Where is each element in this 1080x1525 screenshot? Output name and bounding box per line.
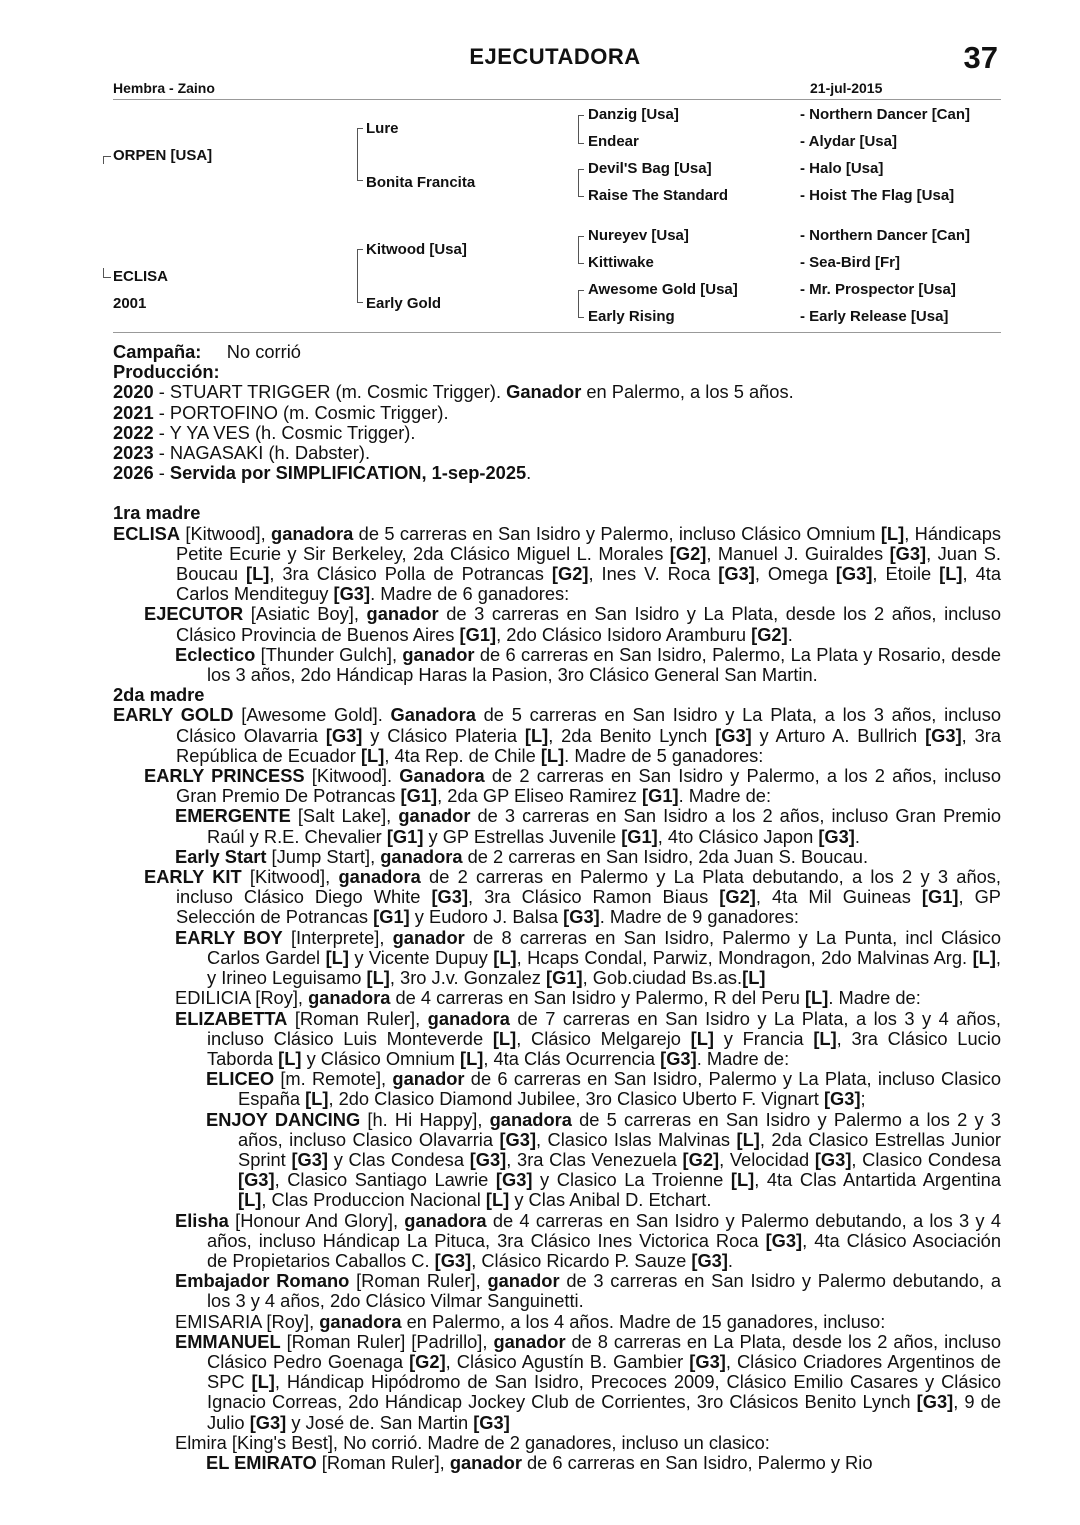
entry-text: [G2]: [551, 563, 589, 585]
entry-text: de 6 carreras en San Isidro, Palermo, La Plata y Rosario, desde los 3 años, 2do Hándicap Haras la Pasion, 3ro Clásico General San Martin.: [207, 643, 1001, 686]
entry-text: ganadora: [338, 866, 421, 888]
entry-text: de 5 carreras en San Isidro y La Plata, a los 3 años, incluso Clásico Olavarria: [176, 704, 1001, 746]
entry-text: [Asiatic Boy],: [243, 603, 367, 625]
entry-text: EMISARIA [Roy],: [175, 1310, 320, 1332]
entry-text: , Clásico Criadores Argentinos de SPC: [207, 1350, 1002, 1393]
entry-name: EJECUTOR: [144, 603, 244, 625]
entry-text: , 4ta Clás Ocurrencia: [483, 1047, 661, 1069]
entry-text: y Eudoro J. Balsa: [409, 906, 564, 928]
entry-text: , 3ra Clásico Lucio Taborda: [207, 1027, 1001, 1069]
entry-text: [G3]: [925, 724, 962, 746]
entry-name: EMMANUEL: [175, 1330, 281, 1352]
entry-text: [G1]: [459, 623, 497, 645]
entry-name: ELIZABETTA: [175, 1007, 288, 1029]
pedigree-gen3: Kittiwake: [588, 254, 654, 271]
entry-text: , 4to Clásico Japon: [657, 825, 819, 847]
pedigree-gen2: Early Gold: [366, 295, 442, 312]
entry-text: y GP Estrellas Juvenile: [423, 825, 622, 847]
entry-text: [G3]: [718, 563, 755, 585]
entry-text: [Roman Ruler],: [349, 1270, 488, 1292]
pedigree-entry: [113, 766, 1001, 806]
entry-text: , Etoile: [872, 563, 940, 585]
entry-text: [G3]: [818, 825, 855, 847]
entry-text: y Francia: [714, 1027, 814, 1049]
entry-text: . Madre de 5 ganadores:: [564, 744, 764, 766]
entry-text: [Kitwood],: [241, 866, 339, 888]
entry-text: [L]: [366, 967, 390, 989]
entry-text: de 4 carreras en San Isidro y Palermo debutando, a los 3 y 4 años, incluso Hándicap La Pituca, 3ra Clásico Ines Victorica Roca: [207, 1209, 1001, 1251]
production-text: - PORTOFINO (m. Cosmic Trigger).: [153, 401, 449, 423]
production-text: - Y YA VES (h. Cosmic Trigger).: [153, 421, 416, 443]
pedigree-gen4: - Hoist The Flag [Usa]: [800, 187, 955, 204]
entry-text: y Vicente Dupuy: [348, 946, 494, 968]
entry-text: [G3]: [835, 563, 873, 585]
pedigree-gen2: Lure: [366, 120, 399, 137]
entry-text: de 3 carreras en San Isidro y Palermo debutando, a los 3 y 4 años, 2do Clásico Vilmar Sanguinetti.: [207, 1270, 1002, 1312]
entry-text: .: [787, 623, 793, 645]
pedigree-gen4: - Alydar [Usa]: [800, 133, 897, 150]
entry-text: [L]: [690, 1027, 715, 1049]
entry-text: , 3ra Clásico Ramon Biaus: [468, 886, 720, 908]
entry-text: [G1]: [400, 785, 438, 807]
entry-text: , 2do Clásico Isidoro Aramburu: [496, 623, 752, 645]
entry-text: [Jump Start],: [266, 845, 381, 867]
entry-text: [Roman Ruler],: [287, 1007, 428, 1029]
campaign-label: Campaña:: [113, 341, 202, 362]
entry-name: EARLY KIT: [144, 866, 242, 888]
entry-text: ganador: [493, 1330, 566, 1352]
entry-text: [G3]: [291, 1148, 329, 1170]
entry-text: [G3]: [765, 1229, 803, 1251]
entry-text: ganador: [449, 1451, 522, 1473]
entry-text: [L]: [742, 967, 766, 989]
entry-text: de 7 carreras en San Isidro y La Plata, a los 3 y 4 años, incluso Clásico Luis Monteverde: [207, 1007, 1002, 1049]
birth-date: 21-jul-2015: [810, 80, 883, 96]
entry-text: , 3ro J.v. Gonzalez: [389, 967, 547, 989]
entry-text: [L]: [880, 522, 905, 544]
entry-text: ganador: [398, 805, 471, 827]
entry-text: [Thunder Gulch],: [255, 643, 403, 665]
entry-text: en Palermo, a los 4 años. Madre de 15 ganadores, incluso:: [401, 1310, 886, 1332]
pedigree-dam-year: 2001: [113, 295, 147, 312]
entry-text: , y Irineo Leguisamo: [207, 946, 1002, 989]
entry-name: EARLY PRINCESS: [144, 765, 305, 787]
pedigree-entry: [113, 604, 1001, 644]
entry-text: de 5 carreras en San Isidro y Palermo a los 2 y 3 años, incluso Clasico Olavarria: [238, 1108, 1001, 1150]
entry-text: [G3]: [499, 1128, 537, 1150]
campaign-line: [113, 342, 1001, 362]
entry-text: .: [727, 1249, 734, 1271]
entry-text: de 3 carreras en San Isidro a los 2 años, incluso Gran Premio Raúl y R.E. Chevalier: [207, 805, 1001, 847]
pedigree-entry: [113, 806, 1001, 846]
catalog-body: [113, 342, 1001, 1473]
entry-text: [G3]: [431, 886, 469, 908]
production-text: - NAGASAKI (h. Dabster).: [153, 442, 371, 464]
entry-text: ganadora: [380, 845, 463, 867]
entry-text: , Ines V. Roca: [588, 563, 719, 585]
entry-text: . Madre de 6 ganadores:: [370, 583, 570, 605]
production-text: en Palermo, a los 5 años.: [581, 381, 794, 403]
campaign-value: No corrió: [226, 341, 301, 362]
entry-text: , Clasico Islas Malvinas: [536, 1128, 737, 1150]
entry-text: [L]: [972, 946, 996, 968]
top-divider: [113, 99, 1001, 100]
pedigree-gen4: - Mr. Prospector [Usa]: [800, 281, 956, 298]
pedigree-gen4: - Halo [Usa]: [800, 160, 884, 177]
entry-text: Ganadora: [399, 765, 485, 787]
entry-text: y Clas Anibal D. Etchart.: [509, 1189, 712, 1211]
entry-name: ELICEO: [206, 1068, 275, 1090]
entry-text: [L]: [540, 744, 565, 766]
entry-text: [G3]: [889, 542, 927, 564]
entry-text: , 2da Clasico Estrellas Junior Sprint: [238, 1128, 1002, 1170]
entry-text: [G3]: [689, 1350, 726, 1372]
entry-text: ganador: [366, 603, 439, 625]
pedigree-dam: ECLISA: [113, 268, 169, 285]
entry-text: . Madre de:: [828, 987, 921, 1009]
entry-text: [G3]: [563, 906, 600, 928]
entry-text: [L]: [730, 1169, 755, 1191]
pedigree-gen2: Kitwood [Usa]: [366, 241, 467, 258]
entry-text: [G3]: [823, 1088, 861, 1110]
entry-text: , GP Selección de Potrancas: [176, 886, 1001, 928]
second-dam-entries: [113, 705, 1001, 1473]
entry-text: [h. Hi Happy],: [360, 1108, 490, 1130]
entry-text: , Hándicaps Petite Ecurie y Sir Berkeley, 2da Clásico Miguel L. Morales: [176, 522, 1001, 564]
entry-name: Eclectico: [175, 643, 256, 665]
production-year: 2022: [113, 421, 154, 443]
entry-text: [G2]: [751, 623, 788, 645]
entry-name: Early Start: [175, 845, 267, 867]
entry-text: [Awesome Gold].: [233, 704, 391, 726]
entry-name: Embajador Romano: [175, 1270, 350, 1292]
entry-name: EL EMIRATO: [206, 1451, 317, 1473]
pedigree-entry: [113, 1453, 1001, 1473]
pedigree-gen4: - Early Release [Usa]: [800, 308, 949, 325]
entry-text: , 4ta Rep. de Chile: [384, 744, 541, 766]
entry-text: Elmira [King's Best], No corrió. Madre de 2 ganadores, incluso un clasico:: [175, 1431, 770, 1453]
entry-name: ENJOY DANCING: [206, 1108, 361, 1130]
page-number: 37: [963, 40, 998, 75]
pedigree-gen3: Endear: [588, 133, 639, 150]
entry-text: [G3]: [691, 1249, 728, 1271]
pedigree-entry: [113, 1332, 1001, 1433]
pedigree-entry: [113, 867, 1001, 928]
entry-text: [L]: [238, 1189, 262, 1211]
pedigree-gen4: - Northern Dancer [Can]: [800, 227, 971, 244]
pedigree-entry: [113, 1069, 1001, 1109]
entry-text: y Arturo A. Bullrich: [751, 724, 926, 746]
entry-text: [L]: [251, 1371, 275, 1393]
entry-text: , Clasico Condesa: [851, 1148, 1001, 1170]
first-dam-entries: [113, 524, 1001, 686]
entry-text: de 2 carreras en San Isidro, 2da Juan S. Boucau.: [462, 845, 869, 867]
entry-text: ganadora: [319, 1310, 402, 1332]
entry-text: [L]: [245, 563, 270, 585]
entry-text: , 3ra Clas Venezuela: [506, 1148, 683, 1170]
entry-text: Ganadora: [390, 704, 476, 726]
pedigree-sire: ORPEN [USA]: [113, 147, 213, 164]
production-heading: Producción:: [113, 361, 220, 383]
entry-text: [G2]: [682, 1148, 720, 1170]
entry-name: Elisha: [175, 1209, 229, 1231]
entry-text: [G3]: [495, 1169, 533, 1191]
sex-color: Hembra - Zaino: [113, 80, 215, 96]
entry-name: EMERGENTE: [175, 805, 291, 827]
entry-text: [Roman Ruler],: [316, 1451, 450, 1473]
pedigree-gen3: Awesome Gold [Usa]: [588, 281, 738, 298]
pedigree-entry: [113, 1271, 1001, 1311]
pedigree-entry: [113, 1009, 1001, 1070]
entry-text: [G1]: [373, 906, 410, 928]
entry-text: , Juan S. Boucau: [176, 542, 1001, 585]
entry-text: de 6 carreras en San Isidro, Palermo y Rio: [521, 1451, 873, 1473]
entry-text: [Roman Ruler] [Padrillo],: [280, 1330, 494, 1352]
entry-text: [G3]: [473, 1411, 510, 1433]
production-item: [113, 463, 1001, 483]
entry-text: , Gob.ciudad Bs.as.: [582, 967, 743, 989]
entry-name: EARLY BOY: [175, 926, 283, 948]
entry-text: [G3]: [249, 1411, 287, 1433]
pedigree-entry: [113, 1211, 1001, 1272]
entry-text: [L]: [278, 1047, 302, 1069]
entry-text: [G1]: [546, 967, 583, 989]
entry-text: , Omega: [754, 563, 836, 585]
entry-text: ganador: [392, 926, 465, 948]
entry-text: ganadora: [271, 522, 354, 544]
entry-text: , Clásico Ricardo P. Sauze: [471, 1249, 692, 1271]
entry-text: [L]: [492, 1027, 517, 1049]
production-list: [113, 382, 1001, 483]
entry-text: y Clásico Plateria: [362, 724, 525, 746]
entry-text: [G3]: [333, 583, 371, 605]
pedigree-entry: [113, 1433, 1001, 1453]
pedigree-entry: [113, 988, 1001, 1008]
production-highlight: Ganador: [506, 381, 582, 403]
entry-text: ganador: [402, 643, 475, 665]
entry-text: de 8 carreras en La Plata, desde los 2 años, incluso Clásico Pedro Goenaga: [207, 1330, 1001, 1372]
entry-text: , 3ra República de Ecuador: [176, 724, 1002, 766]
entry-text: de 8 carreras en San Isidro, Palermo y La Punta, incl Clásico Carlos Gardel: [207, 926, 1001, 968]
entry-text: y Clasico La Troienne: [532, 1169, 731, 1191]
entry-text: , 4ta Clásico Asociación de Propietarios Caballos C.: [207, 1229, 1001, 1271]
entry-text: [G3]: [916, 1391, 954, 1413]
entry-text: de 6 carreras en San Isidro, Palermo y La Plata, incluso Clasico España: [238, 1068, 1001, 1110]
pedigree-gen4: - Sea-Bird [Fr]: [800, 254, 901, 271]
entry-text: y José de. San Martin: [286, 1411, 474, 1433]
entry-text: .: [854, 825, 860, 847]
entry-text: [L]: [804, 987, 829, 1009]
entry-text: , Hándicap Hipódromo de San Isidro, Precoces 2009, Clásico Emilio Casares y Clásico Ignacio Correas, 2do Hándicap Jockey Club de Corrientes, 3ro Clásicos Benito Lynch: [207, 1371, 1002, 1413]
entry-text: [G2]: [669, 542, 707, 564]
pedigree-entry: [113, 645, 1001, 685]
pedigree-gen3: Raise The Standard: [588, 187, 729, 204]
entry-text: , 3ra Clásico Polla de Potrancas: [269, 563, 552, 585]
production-year: 2023: [113, 442, 154, 464]
horse-name-title: EJECUTADORA: [469, 44, 641, 69]
entry-text: [L]: [485, 1189, 510, 1211]
entry-text: , Clas Produccion Nacional: [261, 1189, 486, 1211]
pedigree-entry: [113, 847, 1001, 867]
production-year: 2020: [113, 381, 154, 403]
entry-text: , 2da Benito Lynch: [548, 724, 716, 746]
entry-text: , Clasico Santiago Lawrie: [274, 1169, 496, 1191]
entry-text: , Hcaps Condal, Parwiz, Mondragon, 2do Malvinas Arg.: [516, 946, 973, 968]
production-item: [113, 443, 1001, 463]
production-text: .: [526, 462, 532, 484]
pedigree-gen2: Bonita Francita: [366, 174, 476, 191]
pedigree-entry: [113, 1312, 1001, 1332]
production-item: [113, 423, 1001, 443]
entry-text: . Madre de:: [678, 785, 772, 807]
entry-text: [G3]: [469, 1148, 507, 1170]
first-dam-heading: 1ra madre: [113, 502, 201, 524]
entry-name: ECLISA: [113, 522, 181, 544]
production-text: -: [153, 462, 170, 484]
entry-text: [L]: [939, 563, 963, 585]
pedigree-entry: [113, 1110, 1001, 1211]
entry-text: ganador: [392, 1068, 465, 1090]
entry-text: [G1]: [621, 825, 658, 847]
entry-text: [G3]: [814, 1148, 852, 1170]
entry-name: EARLY GOLD: [113, 704, 234, 726]
entry-text: , Velocidad: [719, 1148, 815, 1170]
entry-text: ganadora: [404, 1209, 487, 1231]
entry-text: de 2 carreras en Palermo y La Plata debutando, a los 2 y 3 años, incluso Clásico Diego White: [176, 866, 1001, 908]
entry-text: y Clas Condesa: [328, 1148, 470, 1170]
pedigree-entry: [113, 524, 1001, 605]
production-item: [113, 403, 1001, 423]
entry-text: [m. Remote],: [274, 1068, 393, 1090]
production-text: - STUART TRIGGER (m. Cosmic Trigger).: [153, 381, 507, 403]
entry-text: , Clásico Melgarejo: [516, 1027, 691, 1049]
entry-text: . Madre de 9 ganadores:: [599, 906, 799, 928]
production-highlight: Servida por SIMPLIFICATION, 1-sep-2025: [169, 462, 527, 484]
entry-text: de 3 carreras en San Isidro y La Plata, desde los 2 años, incluso Clásico Provincia de Buenos Aires: [176, 603, 1001, 645]
entry-text: [L]: [524, 724, 549, 746]
entry-text: [L]: [493, 946, 517, 968]
pedigree-gen3: Danzig [Usa]: [588, 106, 679, 123]
entry-text: , 9 de Julio: [207, 1391, 1001, 1433]
entry-text: [G3]: [434, 1249, 472, 1271]
entry-text: [G3]: [238, 1169, 275, 1191]
entry-text: [G3]: [660, 1047, 697, 1069]
entry-text: ganadora: [427, 1007, 510, 1029]
entry-text: , Manuel J. Guiraldes: [706, 542, 890, 564]
entry-text: [L]: [736, 1128, 760, 1150]
second-dam-heading: 2da madre: [113, 684, 205, 706]
entry-text: [Kitwood],: [180, 522, 272, 544]
entry-text: [L]: [459, 1047, 484, 1069]
pedigree-entry: [113, 705, 1001, 766]
entry-text: y Clásico Omnium: [301, 1047, 460, 1069]
pedigree-gen3: Devil'S Bag [Usa]: [588, 160, 712, 177]
entry-text: de 2 carreras en San Isidro y Palermo, a los 2 años, incluso Gran Premio De Potrancas: [176, 765, 1001, 807]
pedigree-divider: [113, 332, 1001, 333]
entry-text: ;: [860, 1088, 866, 1110]
entry-text: ganador: [487, 1270, 560, 1292]
entry-text: [G3]: [325, 724, 363, 746]
entry-text: [Interprete],: [282, 926, 393, 948]
entry-text: , 2do Clasico Diamond Jubilee, 3ro Clasico Uberto F. Vignart: [328, 1088, 824, 1110]
entry-text: , Clásico Agustín B. Gambier: [445, 1350, 690, 1372]
entry-text: de 4 carreras en San Isidro y Palermo, R del Peru: [390, 987, 805, 1009]
pedigree-gen3: Nureyev [Usa]: [588, 227, 689, 244]
entry-text: de 5 carreras en San Isidro y Palermo, incluso Clásico Omnium: [353, 522, 881, 544]
entry-text: [G3]: [715, 724, 752, 746]
entry-text: [Kitwood].: [304, 765, 400, 787]
entry-text: [G1]: [386, 825, 424, 847]
entry-text: , 4ta Mil Guineas: [755, 886, 922, 908]
pedigree-gen4: - Northern Dancer [Can]: [800, 106, 971, 123]
entry-text: [G1]: [642, 785, 679, 807]
entry-text: [L]: [360, 744, 385, 766]
entry-text: ganadora: [308, 987, 391, 1009]
entry-text: [Honour And Glory],: [228, 1209, 405, 1231]
entry-text: , 2da GP Eliseo Ramirez: [437, 785, 643, 807]
entry-text: ganadora: [489, 1108, 572, 1130]
pedigree-gen3: Early Rising: [588, 308, 675, 325]
production-year: 2021: [113, 401, 154, 423]
entry-text: [Salt Lake],: [290, 805, 399, 827]
entry-text: [G2]: [719, 886, 756, 908]
entry-text: . Madre de:: [696, 1047, 790, 1069]
entry-text: [G1]: [921, 886, 959, 908]
entry-text: EDILICIA [Roy],: [175, 987, 309, 1009]
entry-text: [L]: [325, 946, 349, 968]
entry-text: [L]: [305, 1088, 329, 1110]
pedigree-entry: [113, 928, 1001, 989]
entry-text: [L]: [813, 1027, 837, 1049]
entry-text: [G2]: [409, 1350, 446, 1372]
entry-text: , 4ta Carlos Menditeguy: [176, 563, 1001, 605]
production-item: [113, 382, 1001, 402]
entry-text: , 4ta Clas Antartida Argentina: [754, 1169, 1001, 1191]
production-year: 2026: [113, 462, 154, 484]
